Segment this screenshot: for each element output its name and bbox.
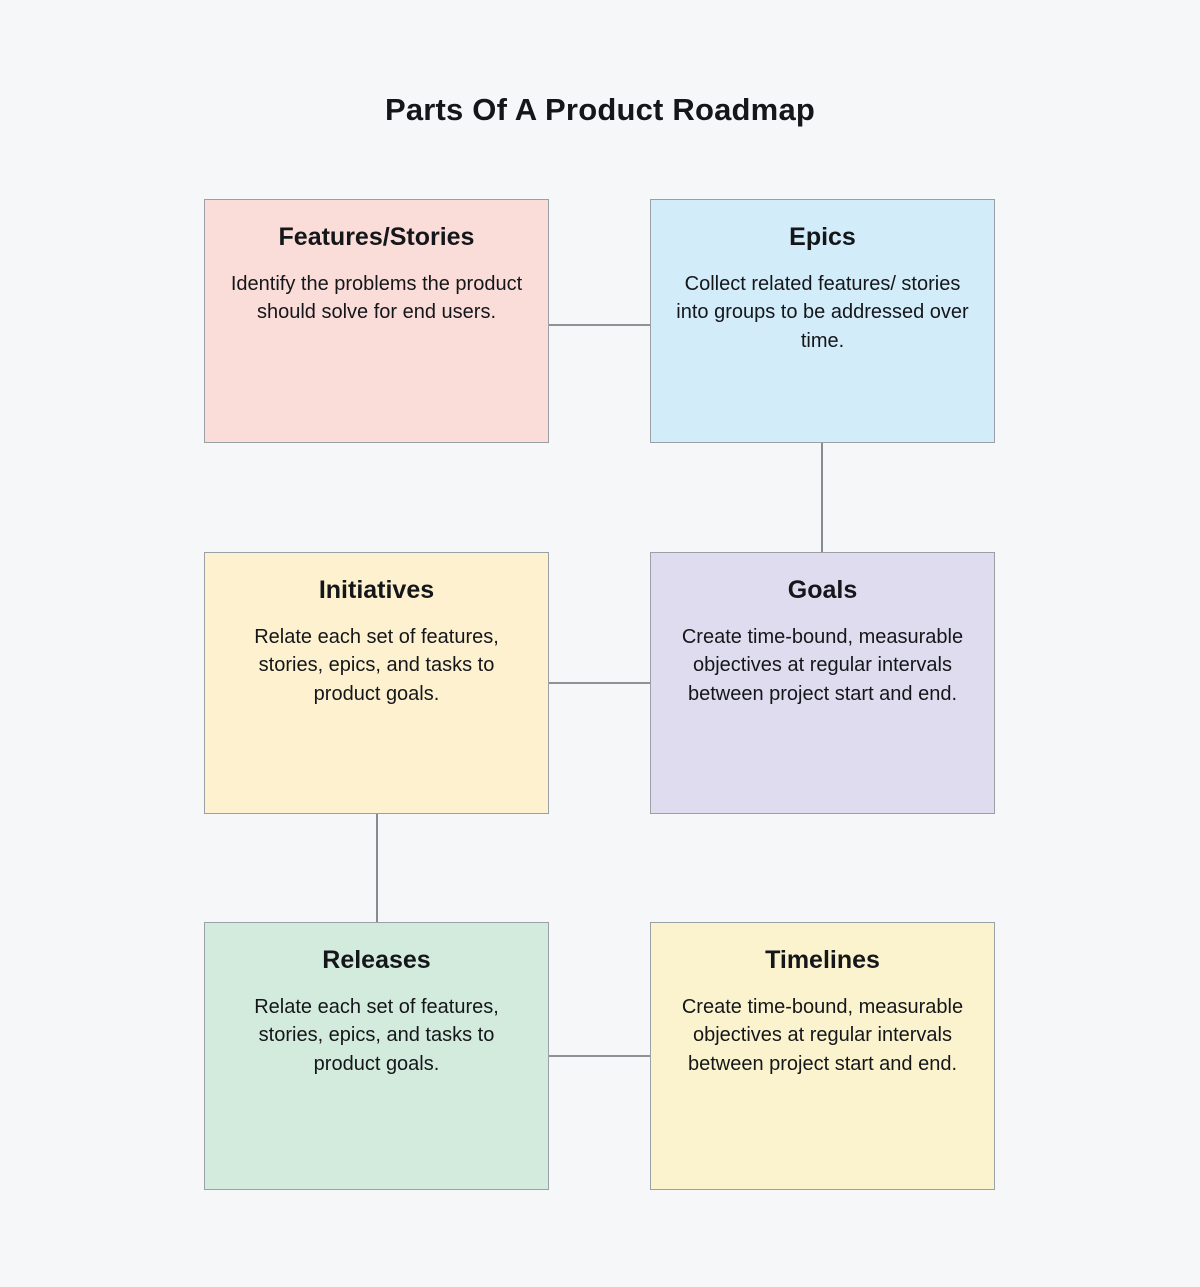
- node-title: Initiatives: [318, 576, 435, 604]
- node-title: Releases: [322, 946, 431, 974]
- node-goals[interactable]: [650, 552, 995, 814]
- node-description: Relate each set of features, stories, epics, and tasks to product goals.: [254, 626, 499, 705]
- node-title: Features/Stories: [278, 223, 475, 251]
- node-title: Epics: [789, 223, 856, 251]
- node-description: Create time-bound, measurable objectives at regular intervals between project start and end.: [681, 626, 964, 705]
- page-title: Parts Of A Product Roadmap: [384, 92, 816, 127]
- node-description: Collect related features/ stories into groups to be addressed over time.: [676, 273, 969, 352]
- node-features-stories[interactable]: [204, 199, 549, 443]
- node-title: Timelines: [765, 946, 880, 974]
- node-title: Goals: [787, 576, 858, 604]
- node-description: Create time-bound, measurable objectives at regular intervals between project start and end.: [681, 996, 964, 1075]
- node-releases[interactable]: [204, 922, 549, 1190]
- node-timelines[interactable]: [650, 922, 995, 1190]
- node-description: Identify the problems the product should solve for end users.: [230, 273, 523, 324]
- node-description: Relate each set of features, stories, epics, and tasks to product goals.: [254, 996, 499, 1075]
- node-initiatives[interactable]: [204, 552, 549, 814]
- node-epics[interactable]: [650, 199, 995, 443]
